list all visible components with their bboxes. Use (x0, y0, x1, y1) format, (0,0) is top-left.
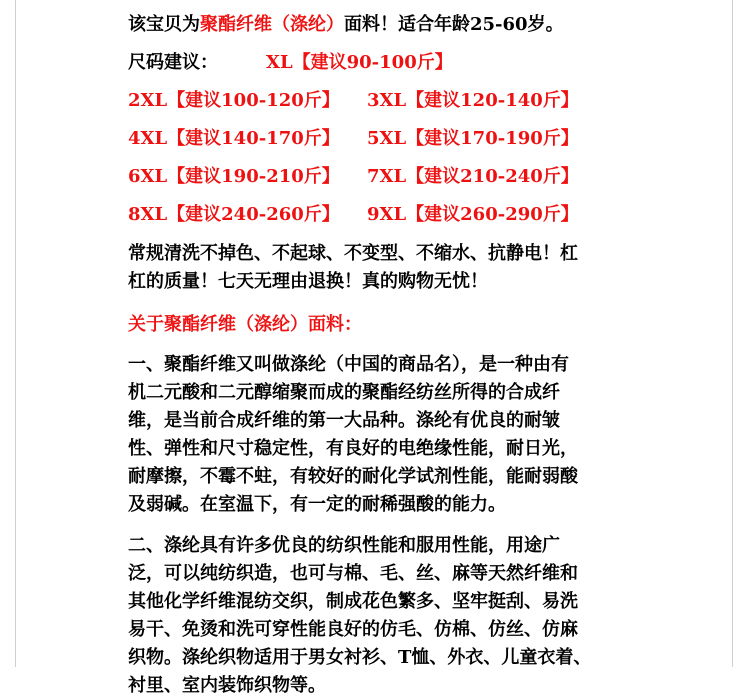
size-7xl: 7XL【建议210-240斤】 (367, 166, 579, 187)
paragraph-line: 衬里、室内装饰织物等。 (128, 675, 326, 696)
paragraph-line: 二、涤纶具有许多优良的纺织性能和服用性能，用途广 (128, 535, 560, 556)
about-paragraph-1 (128, 351, 728, 519)
about-heading: 关于聚酯纤维（涤纶）面料： (128, 314, 362, 335)
intro-line (128, 6, 728, 44)
paragraph-line: 及弱碱。在室温下，有一定的耐稀强酸的能力。 (128, 494, 506, 515)
size-9xl: 9XL【建议260-290斤】 (367, 204, 579, 225)
paragraph-line: 一、聚酯纤维又叫做涤纶（中国的商品名），是一种由有 (128, 354, 569, 375)
size-5xl: 5XL【建议170-190斤】 (367, 128, 579, 149)
size-row (128, 158, 728, 196)
size-row (128, 82, 728, 120)
paragraph-line: 易干、免烫和洗可穿性能良好的仿毛、仿棉、仿丝、仿麻 (128, 619, 578, 640)
paragraph-line: 泛，可以纯纺织造，也可与棉、毛、丝、麻等天然纤维和 (128, 563, 578, 584)
intro-prefix: 该宝贝为 (128, 14, 200, 35)
paragraph-line: 耐摩擦，不霉不蛀，有较好的耐化学试剂性能，能耐弱酸 (128, 466, 578, 487)
size-2xl: 2XL【建议100-120斤】 (128, 90, 340, 111)
size-6xl: 6XL【建议190-210斤】 (128, 166, 340, 187)
page-right-border (732, 0, 733, 667)
paragraph-line: 其他化学纤维混纺交织，制成花色繁多、坚牢挺刮、易洗 (128, 591, 578, 612)
size-row (128, 196, 728, 234)
size-advice-line (128, 44, 728, 82)
paragraph-line: 织物。涤纶织物适用于男女衬衫、T恤、外衣、儿童衣着、 (128, 647, 592, 668)
size-row (128, 120, 728, 158)
size-3xl: 3XL【建议120-140斤】 (367, 90, 579, 111)
product-description (128, 6, 728, 700)
size-xl: XL【建议90-100斤】 (266, 52, 453, 73)
care-line-2: 杠的质量！七天无理由退换！真的购物无忧！ (128, 271, 488, 292)
care-paragraph (128, 240, 728, 296)
intro-fabric: 聚酯纤维（涤纶） (200, 14, 344, 35)
paragraph-line: 机二元酸和二元醇缩聚而成的聚酯经纺丝所得的合成纤 (128, 382, 560, 403)
size-8xl: 8XL【建议240-260斤】 (128, 204, 340, 225)
intro-suffix: 面料！适合年龄25-60岁。 (344, 14, 564, 35)
paragraph-line: 性、弹性和尺寸稳定性，有良好的电绝缘性能，耐日光， (128, 438, 578, 459)
size-4xl: 4XL【建议140-170斤】 (128, 128, 340, 149)
size-advice-label: 尺码建议： (128, 52, 218, 73)
care-line-1: 常规清洗不掉色、不起球、不变型、不缩水、抗静电！杠 (128, 243, 578, 264)
about-paragraph-2 (128, 532, 728, 700)
paragraph-line: 维，是当前合成纤维的第一大品种。涤纶有优良的耐皱 (128, 410, 560, 431)
page-left-border (15, 0, 16, 667)
